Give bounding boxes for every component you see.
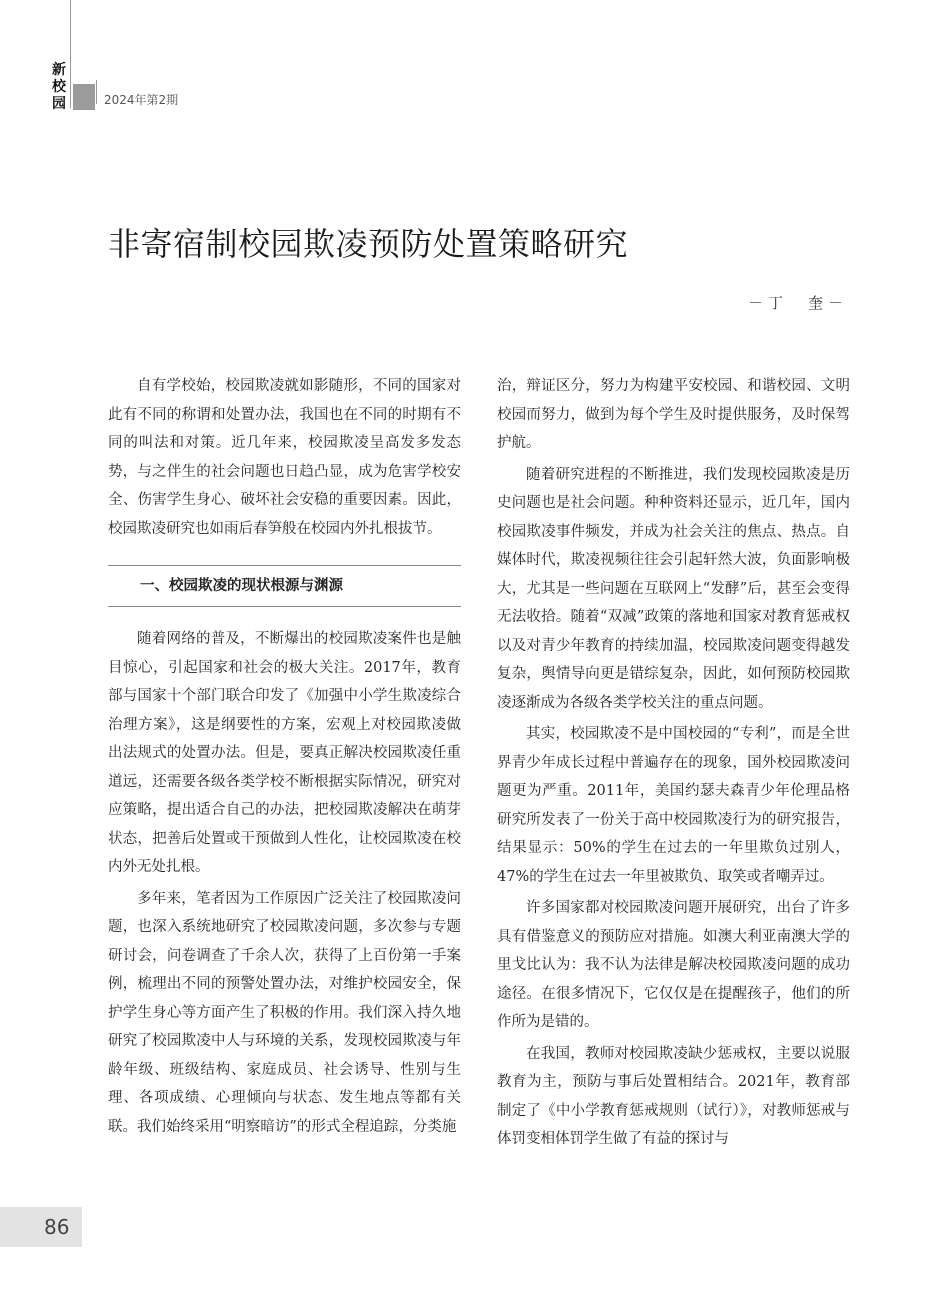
body-paragraph: 在我国，教师对校园欺凌缺少惩戒权，主要以说服教育为主，预防与事后处置相结合。2021年，教育部制定了《中小学教育惩戒规则（试行）》，对教师惩戒与体罚变相体罚学生做了有益的探讨与 — [497, 1045, 850, 1147]
body-paragraph: 随着网络的普及，不断爆出的校园欺凌案件也是触目惊心，引起国家和社会的极大关注。2017年，教育部与国家十个部门联合印发了《加强中小学生欺凌综合治理方案》，这是纲要性的方案，宏观上对校园欺凌做出法规式的处置办法。但是，要真正解决校园欺凌任重道远，还需要各级各类学校不断根据实际情况，研究对应策略，提出适合自己的办法，把校园欺凌解决在萌芽状态，把善后处置或干预做到人性化，让校园欺凌在校内外无处扎根。 — [108, 631, 461, 875]
logo-char: 新 — [52, 62, 66, 78]
issue-label: 2024年第2期 — [104, 93, 179, 107]
body-paragraph: 多年来，笔者因为工作原因广泛关注了校园欺凌问题，也深入系统地研究了校园欺凌问题，多次参与专题研讨会，问卷调查了千余人次，获得了上百份第一手案例，梳理出不同的预警处置办法，对维护校园安全，保护学生身心等方面产生了积极的作用。我们深入持久地研究了校园欺凌中人与环境的关系，发现校园欺凌与年龄年级、班级结构、家庭成员、社会诱导、性别与生理、各项成绩、心理倾向与状态、发生地点等都有关联。我们始终采用“明察暗访”的形式全程追踪，分类施 — [108, 890, 461, 1135]
header-rule-short — [96, 80, 97, 104]
left-column — [108, 372, 461, 1144]
continued-paragraph: 治，辩证区分，努力为构建平安校园、和谐校园、文明校园而努力，做到为每个学生及时提供服务，及时保驾护航。 — [497, 378, 850, 451]
page-number: 86 — [44, 1215, 70, 1239]
page-number-box — [0, 1207, 82, 1247]
right-column — [497, 372, 850, 1157]
article-title: 非寄宿制校园欺凌预防处置策略研究 — [108, 225, 629, 263]
body-paragraph: 其实，校园欺凌不是中国校园的“专利”，而是全世界青少年成长过程中普遍存在的现象，国外校园欺凌问题更为严重。2011年，美国约瑟夫森青少年伦理品格研究所发表了一份关于高中校园欺凌行为的研究报告，结果显示：50%的学生在过去的一年里欺负过别人，47%的学生在过去一年里被欺负、取笑或者嘲弄过。 — [497, 726, 850, 885]
logo-char: 园 — [52, 96, 66, 112]
article-author: －丁 奎－ — [747, 294, 848, 312]
logo-char: 校 — [52, 79, 66, 95]
section-heading: 一、校园欺凌的现状根源与渊源 — [108, 565, 461, 607]
intro-paragraph: 自有学校始，校园欺凌就如影随形，不同的国家对此有不同的称谓和处置办法，我国也在不同的时期有不同的叫法和对策。近几年来，校园欺凌呈高发多发态势，与之伴生的社会问题也日趋凸显，成为危害学校安全、伤害学生身心、破坏社会安稳的重要因素。因此，校园欺凌研究也如雨后春笋般在校园内外扎根拔节。 — [108, 378, 461, 537]
body-paragraph: 随着研究进程的不断推进，我们发现校园欺凌是历史问题也是社会问题。种种资料还显示，近几年，国内校园欺凌事件频发，并成为社会关注的焦点、热点。自媒体时代，欺凌视频往往会引起轩然大波，负面影响极大，尤其是一些问题在互联网上“发酵”后，甚至会变得无法收拾。随着“双减”政策的落地和国家对教育惩戒权以及对青少年教育的持续加温，校园欺凌问题变得越发复杂，舆情导向更是错综复杂，因此，如何预防校园欺凌逐渐成为各级各类学校关注的重点问题。 — [497, 466, 850, 711]
issue-marker — [73, 84, 95, 110]
body-paragraph: 许多国家都对校园欺凌问题开展研究，出台了许多具有借鉴意义的预防应对措施。如澳大利亚南澳大学的里戈比认为：我不认为法律是解决校园欺凌问题的成功途径。在很多情况下，它仅仅是在提醒孩子，他们的所作所为是错的。 — [497, 900, 850, 1030]
header-rule — [70, 0, 71, 108]
magazine-logo — [50, 62, 68, 113]
